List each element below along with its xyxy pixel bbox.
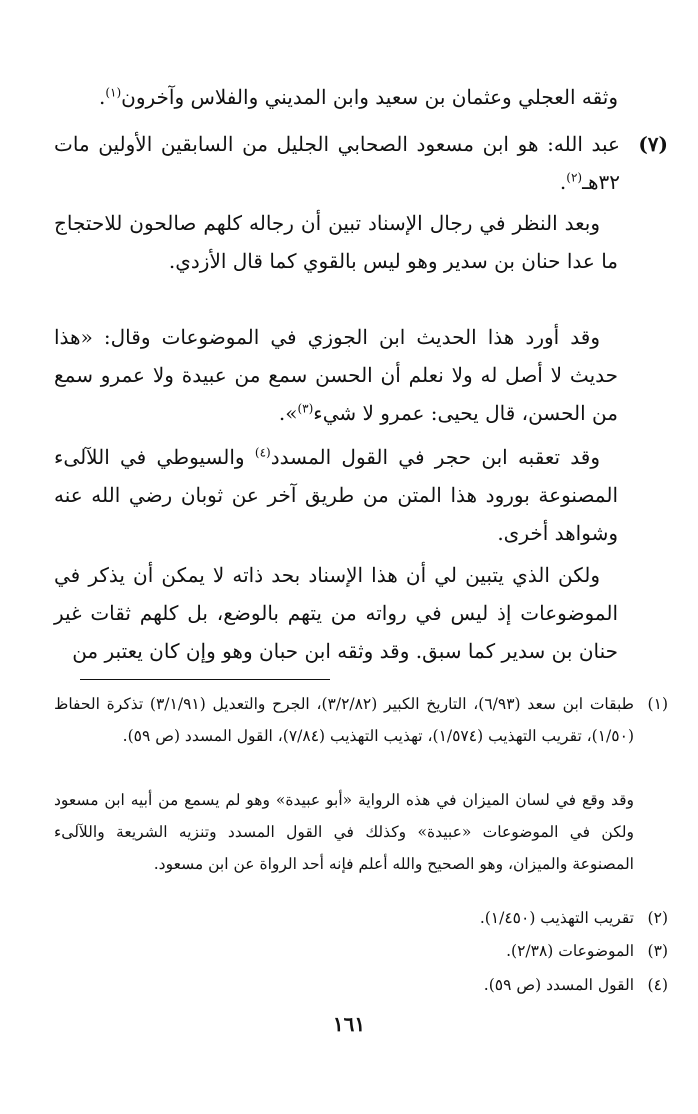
paragraph-conclusion: ولكن الذي يتبين لي أن هذا الإسناد بحد ذاته لا يمكن أن يذكر في الموضوعات إذ ليس في رواته من يتهم بالوضع، بل كلهم ثقات غير حنان بن سدير كما سبق. وقد وثقه ابن حبان وهو وإن كان يعتبر من xyxy=(54,563,618,663)
footnote-2 xyxy=(54,902,668,934)
page-number: ١٦١ xyxy=(332,1012,366,1036)
paragraph-text: وقد أورد هذا الحديث ابن الجوزي في الموضوعات وقال: «هذا حديث لا أصل له ولا نعلم أن الحسن سمع من عبيدة ولا عمرو سمع من الحسن، قال يحيى: عمرو لا شيء xyxy=(54,325,618,425)
footnote-text: طبقات ابن سعد (٦/٩٣)، التاريخ الكبير (٣/٢/٨٢)، الجرح والتعديل (٣/١/٩١) تذكرة الحفاظ (١/٥٠)، تقريب التهذيب (١/٥٧٤)، تهذيب التهذيب (٧/٨٤)، القول المسدد (ص ٥٩). xyxy=(54,695,634,745)
paragraph-text: والسيوطي في اللآلىء المصنوعة بورود هذا المتن من طريق آخر عن ثوبان رضي الله عنه وشواهد أخرى. xyxy=(54,445,618,545)
item-body: عبد الله: هو ابن مسعود الصحابي الجليل من السابقين الأولين مات ٣٢هـ$^{(٢)}$. xyxy=(54,132,620,194)
footnote-ref: (١) xyxy=(105,85,122,100)
footnote-1-note: وقد وقع في لسان الميزان في هذه الرواية «أبو عبيدة» وهو لم يسمع من أبيه ابن مسعود ولكن في الموضوعات «عبيدة» وكذلك في القول المسدد وتنزيه الشريعة واللآلىء المصنوعة والميزان، وهو الصحيح والله أعلم فإنه أحد الرواة عن ابن مسعود. xyxy=(54,791,634,873)
footnote-text: الموضوعات (٢/٣٨). xyxy=(506,942,634,960)
footnote-1 xyxy=(54,688,668,752)
footnote-ref: (٣) xyxy=(297,401,314,416)
paragraph-isnad-review: وبعد النظر في رجال الإسناد تبين أن رجاله كلهم صالحون للاحتجاج ما عدا حنان بن سدير وهو ليس بالقوي كما قال الأزدي. xyxy=(54,211,618,273)
paragraph-narrators-trust: وثقه العجلي وعثمان بن سعيد وابن المديني والفلاس وآخرون$^{(١)}$. xyxy=(98,85,618,109)
footnote-text: تقريب التهذيب (١/٤٥٠). xyxy=(479,909,634,927)
footnote-number: (٣) xyxy=(647,942,668,960)
paragraph-text: وثقه العجلي وعثمان بن سعيد وابن المديني والفلاس وآخرون xyxy=(121,85,618,109)
footnote-number: (٢) xyxy=(647,909,668,927)
item-number: (٧) xyxy=(638,132,668,156)
footnote-ref: (٤) xyxy=(254,445,271,460)
footnote-number: (٤) xyxy=(647,976,668,994)
footnote-4 xyxy=(54,969,668,1001)
footnote-text: القول المسدد (ص ٥٩). xyxy=(483,976,634,994)
item-text: عبد الله: هو ابن مسعود الصحابي الجليل من السابقين الأولين مات ٣٢هـ xyxy=(54,132,620,194)
footnote-divider xyxy=(80,679,330,680)
paragraph-text: وقد تعقبه ابن حجر في القول المسدد xyxy=(270,445,601,469)
numbered-item-7 xyxy=(54,125,668,201)
footnote-3 xyxy=(54,935,668,967)
paragraph-ibn-hajar xyxy=(54,438,618,552)
footnote-number: (١) xyxy=(647,695,668,713)
paragraph-ibn-al-jawzi: وقد أورد هذا الحديث ابن الجوزي في الموضوعات وقال: «هذا حديث لا أصل له ولا نعلم أن الحسن سمع من عبيدة ولا عمرو سمع من الحسن، قال يحيى: عمرو لا شيء$^{(٣)}$». xyxy=(54,325,618,425)
footnote-ref: (٢) xyxy=(566,170,583,185)
